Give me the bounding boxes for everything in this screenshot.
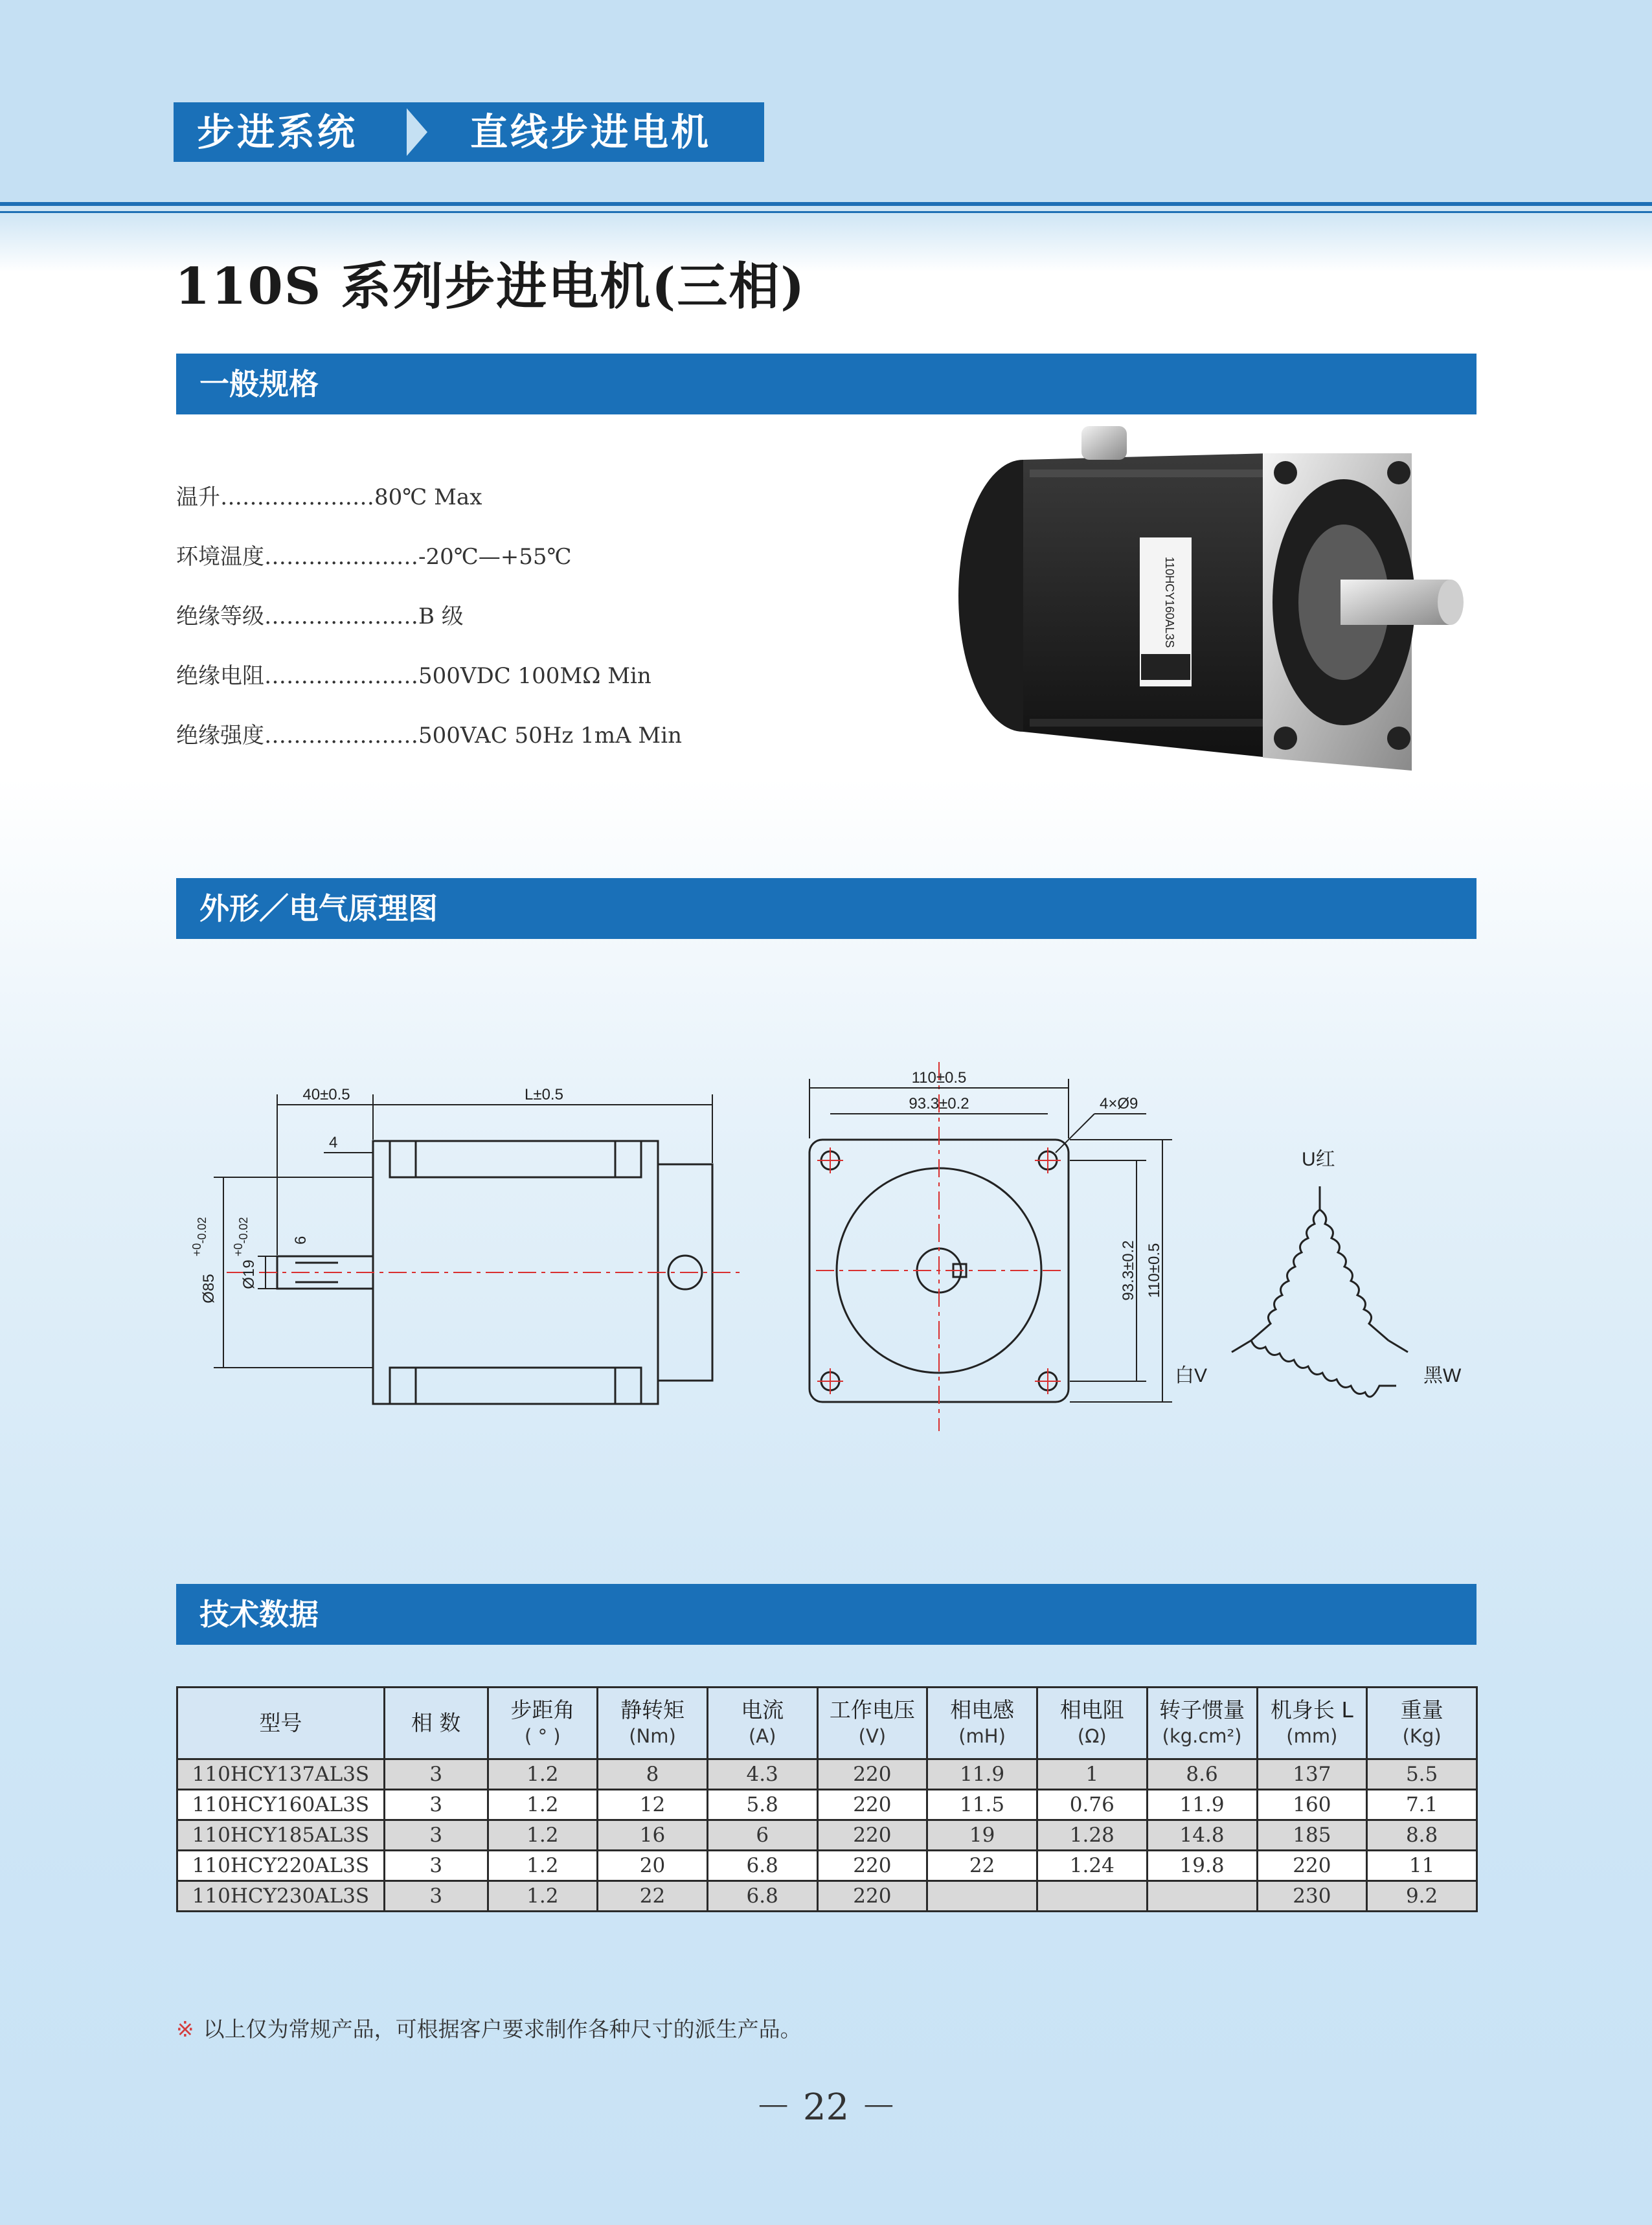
table-cell: 1.24 (1037, 1851, 1147, 1881)
dim-19-tol-lo: -0.02 (237, 1217, 250, 1244)
table-cell: 3 (384, 1820, 488, 1851)
section-title-tech: 技术数据 (176, 1584, 1477, 1645)
dim-holes: 4×Ø9 (1100, 1095, 1138, 1112)
header-band (0, 0, 1652, 202)
col-header-step-angle: 步距角 ( ° ) (488, 1688, 598, 1759)
col-header-weight: 重量 (Kg) (1367, 1688, 1477, 1759)
table-cell: 7.1 (1367, 1790, 1477, 1820)
table-row (177, 1881, 1477, 1912)
table-cell: 110HCY220AL3S (177, 1851, 385, 1881)
table-cell: 6.8 (707, 1851, 817, 1881)
svg-text:110HCY160AL3S: 110HCY160AL3S (1163, 556, 1176, 648)
table-cell: 8 (598, 1759, 708, 1790)
table-cell: 6 (707, 1820, 817, 1851)
table-row (177, 1759, 1477, 1790)
spec-temperature-rise: 温升…………………80℃ Max (176, 484, 482, 510)
wiring-diagram (1232, 1186, 1408, 1397)
table-cell: 137 (1257, 1759, 1367, 1790)
table-cell: 1.28 (1037, 1820, 1147, 1851)
breadcrumb-item-2[interactable]: 直线步进电机 (427, 102, 764, 162)
table-row (177, 1790, 1477, 1820)
table-cell: 3 (384, 1851, 488, 1881)
table-cell: 3 (384, 1881, 488, 1912)
table-cell: 6.8 (707, 1881, 817, 1912)
table-cell: 220 (817, 1881, 927, 1912)
table-cell: 220 (817, 1790, 927, 1820)
table-cell: 12 (598, 1790, 708, 1820)
dim-19-tol-hi: +0 (232, 1243, 245, 1257)
stepper-motor-photo (933, 408, 1477, 784)
table-cell (927, 1881, 1037, 1912)
table-cell: 5.5 (1367, 1759, 1477, 1790)
dim-110-width: 110±0.5 (911, 1069, 967, 1087)
table-cell: 22 (927, 1851, 1037, 1881)
col-header-body-length: 机身长 L (mm) (1257, 1688, 1367, 1759)
dim-l: L±0.5 (525, 1086, 563, 1103)
col-header-holding-torque: 静转矩 (Nm) (598, 1688, 708, 1759)
table-cell: 11.9 (1147, 1790, 1257, 1820)
wire-label-w: 黑W (1423, 1365, 1462, 1386)
dim-933-width: 93.3±0.2 (909, 1095, 969, 1112)
table-cell: 19.8 (1147, 1851, 1257, 1881)
breadcrumb-item-1[interactable]: 步进系统 (174, 102, 407, 162)
table-cell: 1 (1037, 1759, 1147, 1790)
table-cell: 160 (1257, 1790, 1367, 1820)
col-header-model: 型号 (177, 1688, 385, 1759)
header-rule (0, 202, 1652, 206)
table-cell: 20 (598, 1851, 708, 1881)
table-header-row (177, 1688, 1477, 1759)
footnote-text: 以上仅为常规产品，可根据客户要求制作各种尺寸的派生产品。 (203, 2016, 802, 2042)
table-cell: 8.8 (1367, 1820, 1477, 1851)
table-cell: 5.8 (707, 1790, 817, 1820)
section-title-general: 一般规格 (176, 354, 1477, 414)
dim-40: 40±0.5 (302, 1086, 350, 1103)
table-row (177, 1820, 1477, 1851)
table-cell: 1.2 (488, 1759, 598, 1790)
table-cell: 110HCY185AL3S (177, 1820, 385, 1851)
dim-19: Ø19 (240, 1259, 258, 1289)
table-cell: 110HCY160AL3S (177, 1790, 385, 1820)
col-header-phases: 相 数 (384, 1688, 488, 1759)
table-cell: 16 (598, 1820, 708, 1851)
col-header-rotor-inertia: 转子惯量 (kg.cm²) (1147, 1688, 1257, 1759)
table-cell (1147, 1881, 1257, 1912)
dim-85: Ø85 (200, 1274, 218, 1304)
tech-data-table (176, 1686, 1478, 1912)
outline-drawing (162, 1049, 1489, 1463)
table-cell: 1.2 (488, 1881, 598, 1912)
header-rule-thin (0, 211, 1652, 213)
table-cell: 14.8 (1147, 1820, 1257, 1851)
wire-label-u: U红 (1302, 1149, 1335, 1170)
table-cell: 220 (817, 1820, 927, 1851)
table-cell: 220 (817, 1759, 927, 1790)
dim-933-height: 93.3±0.2 (1120, 1240, 1137, 1301)
col-header-voltage: 工作电压 (V) (817, 1688, 927, 1759)
table-cell: 22 (598, 1881, 708, 1912)
table-cell: 0.76 (1037, 1790, 1147, 1820)
spec-insulation-resistance: 绝缘电阻…………………500VDC 100MΩ Min (176, 663, 651, 689)
table-cell: 8.6 (1147, 1759, 1257, 1790)
dim-85-tol-lo: -0.02 (196, 1217, 209, 1244)
table-row (177, 1851, 1477, 1881)
spec-insulation-class: 绝缘等级…………………B 级 (176, 604, 464, 629)
table-cell: 1.2 (488, 1820, 598, 1851)
table-cell: 11.9 (927, 1759, 1037, 1790)
table-cell (1037, 1881, 1147, 1912)
table-cell: 3 (384, 1790, 488, 1820)
table-cell: 19 (927, 1820, 1037, 1851)
table-cell: 220 (817, 1851, 927, 1881)
col-header-resistance: 相电阻 (Ω) (1037, 1688, 1147, 1759)
dim-85-tol-hi: +0 (190, 1243, 203, 1257)
table-cell: 185 (1257, 1820, 1367, 1851)
spec-insulation-strength: 绝缘强度…………………500VAC 50Hz 1mA Min (176, 723, 682, 749)
table-cell: 1.2 (488, 1851, 598, 1881)
table-cell: 230 (1257, 1881, 1367, 1912)
dim-110-height: 110±0.5 (1146, 1243, 1163, 1298)
table-cell: 110HCY137AL3S (177, 1759, 385, 1790)
section-title-outline: 外形／电气原理图 (176, 878, 1477, 939)
table-cell: 9.2 (1367, 1881, 1477, 1912)
col-header-inductance: 相电感 (mH) (927, 1688, 1037, 1759)
dim-6: 6 (292, 1236, 310, 1245)
table-cell: 220 (1257, 1851, 1367, 1881)
page-number: － 22 － (755, 2086, 897, 2129)
wire-label-v: 白V (1175, 1365, 1208, 1386)
table-cell: 3 (384, 1759, 488, 1790)
page-title: 110S 系列步进电机(三相) (175, 257, 806, 316)
col-header-current: 电流 (A) (707, 1688, 817, 1759)
table-cell: 11 (1367, 1851, 1477, 1881)
table-cell: 4.3 (707, 1759, 817, 1790)
reference-mark-icon: ※ (176, 2016, 194, 2042)
footnote (176, 2013, 802, 2043)
spec-ambient-temperature: 环境温度…………………-20℃—+55℃ (176, 544, 572, 570)
table-cell: 110HCY230AL3S (177, 1881, 385, 1912)
table-cell: 11.5 (927, 1790, 1037, 1820)
dim-4: 4 (329, 1134, 338, 1151)
table-cell: 1.2 (488, 1790, 598, 1820)
